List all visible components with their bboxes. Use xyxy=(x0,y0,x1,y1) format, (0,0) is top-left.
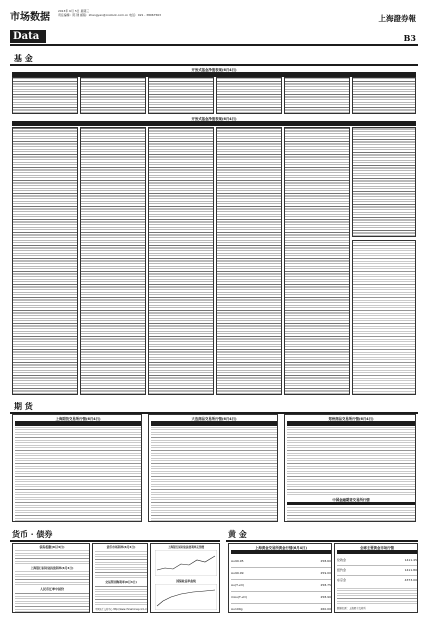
yield-curve-line xyxy=(157,590,215,606)
shibor-chart xyxy=(155,550,217,576)
gold-section-rule xyxy=(226,540,418,542)
cffex-header xyxy=(287,502,415,505)
czce-rows xyxy=(287,427,415,495)
gold-contract: Au99.99 xyxy=(231,571,244,575)
rmb-rate-title: 人民币汇率中间价 xyxy=(39,587,64,591)
market-price: 1411.45 xyxy=(404,558,417,562)
fund-main-col-3 xyxy=(148,127,214,395)
gold-price: 259.00 xyxy=(320,571,331,575)
newspaper-logo: 上海證券報 xyxy=(378,14,416,23)
fund-top-band xyxy=(12,67,416,115)
futures-table-shfe xyxy=(12,414,142,522)
data-label: Data xyxy=(10,30,46,43)
fund-main-header-bar xyxy=(12,121,416,126)
yield-curve-title: 国债收益率曲线 xyxy=(176,579,196,583)
table-row xyxy=(337,576,417,585)
fund-section-header: 基 金 xyxy=(14,53,33,63)
shibor-chart-title: 上海银行间同业拆放利率走势图 xyxy=(167,546,205,549)
shibor-chart-frame xyxy=(155,550,217,576)
fund-main-col-1 xyxy=(12,127,78,395)
market-name: 伦敦金 xyxy=(337,558,347,562)
fund-top-title: 开放式基金净值表现(6月4日) xyxy=(191,68,237,72)
currency-footer: 中国外汇交易中心 http://www.chinamoney.com.cn xyxy=(95,608,148,611)
shfe-title: 上海期货交易所行情(6月4日) xyxy=(55,417,101,421)
fund-top-table-4 xyxy=(216,77,282,114)
currency-chart-box xyxy=(150,543,220,613)
market-price: 4373.00 xyxy=(404,578,417,582)
fund-section-rule xyxy=(10,64,418,66)
gold-footer: 数据来源：上海黄金交易所 xyxy=(337,607,366,610)
fund-main-col-6 xyxy=(352,127,416,237)
money-rate-rows xyxy=(95,550,147,578)
currency-section-rule xyxy=(10,540,220,542)
table-row xyxy=(231,568,331,580)
gold-contract: Au(T+D) xyxy=(231,583,244,587)
rmb-rate-rows xyxy=(15,592,89,612)
gold-global-rows xyxy=(337,556,417,585)
cffex-title: 中国金融期货交易所行情 xyxy=(332,498,370,502)
section-title: 市场数据 xyxy=(10,12,50,23)
gold-contract: Au100g xyxy=(231,607,243,611)
yield-curve-chart xyxy=(155,584,217,610)
bond-index-title: 债券指数(6月4日) xyxy=(39,545,65,549)
futures-section-header: 期 货 xyxy=(14,401,33,411)
cffex-rows xyxy=(287,506,415,521)
shibor-chart-line xyxy=(157,556,215,570)
market-name: 东京金 xyxy=(337,578,347,582)
table-row xyxy=(337,556,417,566)
money-rate-title: 货币市场利率(6月4日) xyxy=(106,545,136,549)
table-row xyxy=(231,592,331,604)
repo-title: 交易所回购利率(6月4日) xyxy=(105,580,137,584)
gold-global-title: 全球主要黄金市场行情 xyxy=(360,546,394,550)
shfe-header xyxy=(15,421,141,426)
gold-global-header xyxy=(337,550,417,554)
gold-price: 258.60 xyxy=(320,559,331,563)
repo-rows xyxy=(95,585,147,605)
table-row xyxy=(231,556,331,568)
table-row xyxy=(337,566,417,576)
currency-section-header: 货币 · 债券 xyxy=(12,529,53,539)
fund-main-col-6b xyxy=(352,240,416,395)
fund-top-table-1 xyxy=(12,77,78,114)
market-name: 纽约金 xyxy=(337,568,347,572)
gold-sge-rows xyxy=(231,556,331,615)
masthead-rule xyxy=(10,44,418,46)
dce-rows xyxy=(151,427,277,521)
gold-section-header: 黄 金 xyxy=(228,529,247,539)
table-row xyxy=(231,580,331,592)
gold-price: 258.90 xyxy=(320,595,331,599)
fund-top-table-3 xyxy=(148,77,214,114)
fund-top-table-5 xyxy=(284,77,350,114)
gold-sge-title: 上海黄金交易所黄金行情(6月4日) xyxy=(255,546,307,550)
market-price: 1411.80 xyxy=(404,568,417,572)
date-line: 2013年 6月 5日 星期三 xyxy=(58,9,90,13)
shibor-title: 上海银行间同业拆放利率(6月4日) xyxy=(30,566,74,570)
gold-global-notes xyxy=(337,586,417,604)
fund-main-col-5 xyxy=(284,127,350,395)
dce-title: 大连商品交易所行情(6月4日) xyxy=(191,417,237,421)
fund-top-table-6 xyxy=(352,77,416,114)
fund-top-table-2 xyxy=(80,77,146,114)
futures-table-dce xyxy=(148,414,278,522)
shibor-rows xyxy=(15,571,89,585)
bond-index-rows xyxy=(15,550,89,564)
futures-table-czce xyxy=(284,414,416,522)
gold-sge-header xyxy=(231,550,331,554)
currency-left-box xyxy=(12,543,90,613)
table-row xyxy=(231,604,331,615)
dce-header xyxy=(151,421,277,426)
editor-line: 责任编辑：陈 键 邮箱：zhangyan@cnstock.com.cn 电话：021 - 38967563 xyxy=(58,13,161,18)
gold-price: 258.75 xyxy=(320,583,331,587)
czce-title: 郑州商品交易所行情(6月4日) xyxy=(328,417,374,421)
fund-main-col-2 xyxy=(80,127,146,395)
czce-header xyxy=(287,421,415,426)
gold-sge-box xyxy=(228,543,332,613)
fund-main-title: 开放式基金净值表现(6月4日) xyxy=(191,117,237,121)
masthead-meta xyxy=(58,9,161,18)
gold-global-box xyxy=(334,543,418,613)
gold-price: 260.00 xyxy=(320,607,331,611)
currency-mid-box xyxy=(92,543,148,613)
yield-chart-frame xyxy=(155,584,217,610)
fund-main-col-4 xyxy=(216,127,282,395)
gold-contract: Au99.95 xyxy=(231,559,244,563)
shfe-rows xyxy=(15,427,141,521)
page-number: B3 xyxy=(403,33,416,43)
gold-contract: mAu(T+D) xyxy=(231,595,247,599)
